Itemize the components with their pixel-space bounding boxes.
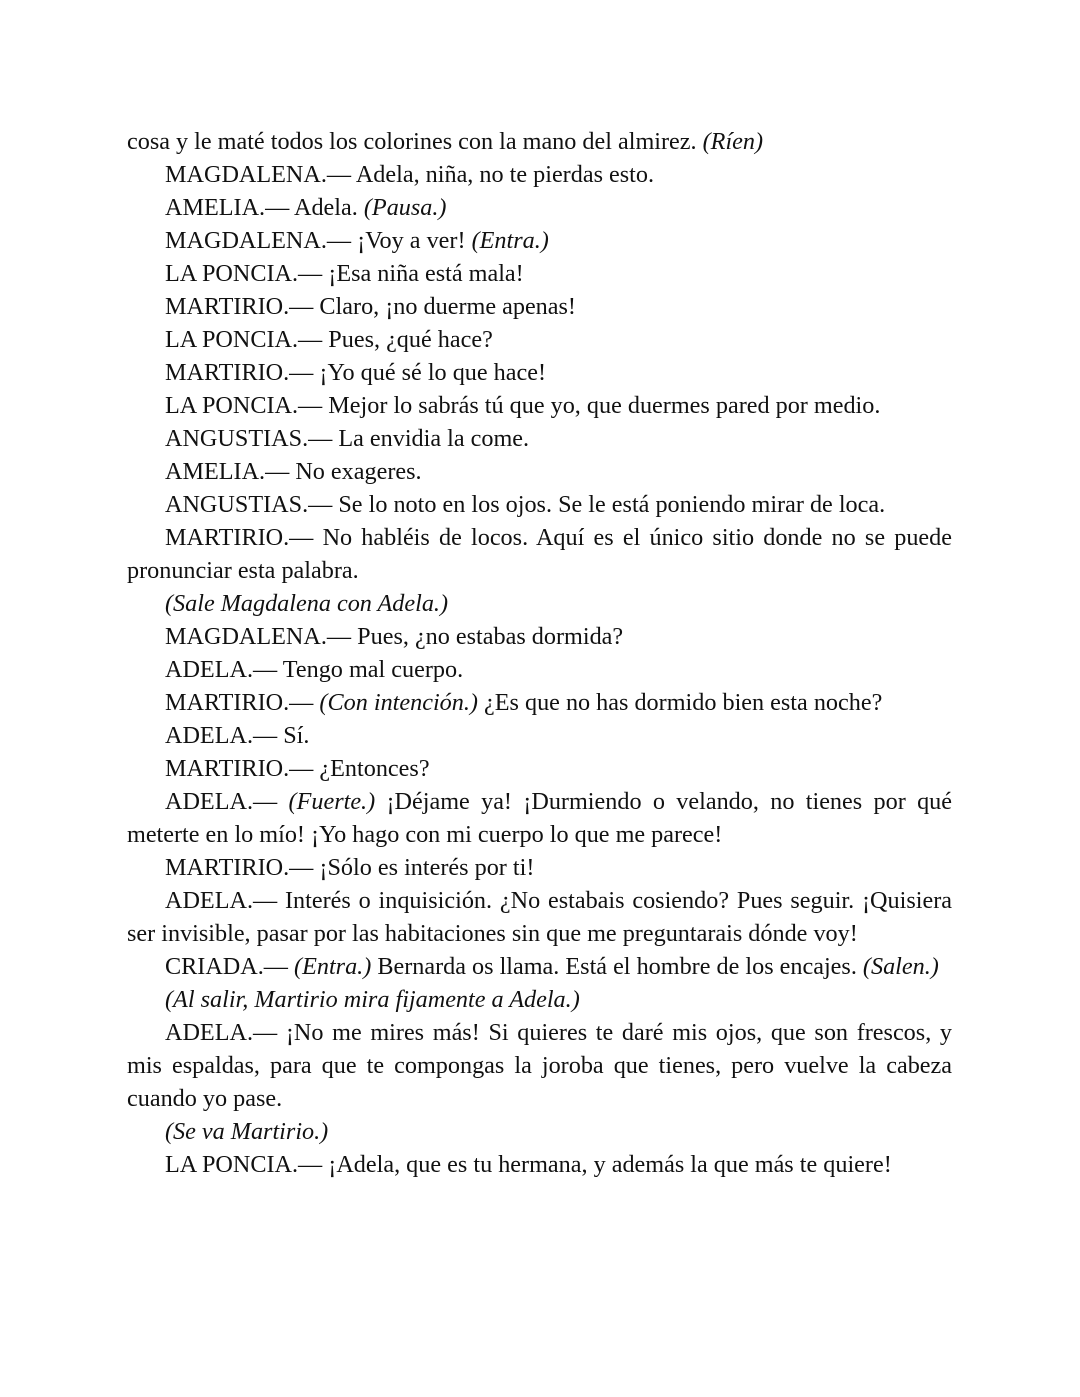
stage-direction: (Sale Magdalena con Adela.) <box>165 590 449 617</box>
stage-direction: (Ríen) <box>702 128 764 155</box>
dialogue-paragraph <box>127 290 952 323</box>
speaker-name: ADELA.— <box>165 887 285 914</box>
speaker-name: MAGDALENA.— <box>165 161 356 188</box>
dialogue-text: Adela. <box>294 194 364 221</box>
dialogue-paragraph <box>127 686 952 719</box>
speaker-name: MARTIRIO.— <box>165 854 320 881</box>
speaker-name: MARTIRIO.— <box>165 359 320 386</box>
dialogue-paragraph <box>127 851 952 884</box>
dialogue-paragraph <box>127 422 952 455</box>
dialogue-text: Interés o inquisición. ¿No estabais cosiendo? Pues seguir. ¡Quisiera ser invisible, pasar por las habitaciones sin que me preguntarais dónde voy! <box>127 887 952 947</box>
dialogue-paragraph <box>127 125 952 158</box>
speaker-name: LA PONCIA.— <box>165 326 329 353</box>
dialogue-paragraph <box>127 620 952 653</box>
dialogue-paragraph <box>127 752 952 785</box>
dialogue-text: ¡Yo qué sé lo que hace! <box>319 359 547 386</box>
dialogue-paragraph <box>127 785 952 851</box>
dialogue-paragraph <box>127 389 952 422</box>
dialogue-paragraph <box>127 653 952 686</box>
dialogue-paragraph <box>127 257 952 290</box>
dialogue-paragraph <box>127 521 952 587</box>
dialogue-paragraph <box>127 323 952 356</box>
stage-direction: (Entra.) <box>471 227 549 254</box>
dialogue-paragraph <box>127 191 952 224</box>
speaker-name: ADELA.— <box>165 1019 286 1046</box>
play-text-body <box>127 125 952 1181</box>
dialogue-paragraph <box>127 488 952 521</box>
dialogue-paragraph <box>127 1115 952 1148</box>
stage-direction: (Fuerte.) <box>288 788 376 815</box>
stage-direction: (Se va Martirio.) <box>165 1118 329 1145</box>
speaker-name: MAGDALENA.— <box>165 623 358 650</box>
stage-direction: (Pausa.) <box>363 194 447 221</box>
dialogue-paragraph <box>127 587 952 620</box>
dialogue-text: ¡No me mires más! Si quieres te daré mis ojos, que son frescos, y mis espaldas, para que te compongas la joroba que tienes, pero vuelve la cabeza cuando yo pase. <box>127 1019 952 1112</box>
dialogue-paragraph <box>127 455 952 488</box>
speaker-name: ADELA.— <box>165 656 283 683</box>
dialogue-paragraph <box>127 356 952 389</box>
speaker-name: ADELA.— <box>165 788 289 815</box>
dialogue-text: ¡Esa niña está mala! <box>328 260 524 287</box>
dialogue-text: ¡Adela, que es tu hermana, y además la que más te quiere! <box>328 1151 892 1178</box>
stage-direction: (Al salir, Martirio mira fijamente a Adela.) <box>165 986 580 1013</box>
speaker-name: ADELA.— <box>165 722 284 749</box>
dialogue-text: Tengo mal cuerpo. <box>282 656 464 683</box>
speaker-name: LA PONCIA.— <box>165 392 329 419</box>
dialogue-paragraph <box>127 1148 952 1181</box>
dialogue-paragraph <box>127 983 952 1016</box>
dialogue-paragraph <box>127 719 952 752</box>
speaker-name: MAGDALENA.— <box>165 227 358 254</box>
dialogue-text: Claro, ¡no duerme apenas! <box>319 293 576 320</box>
dialogue-text: ¡Voy a ver! <box>357 227 472 254</box>
stage-direction: (Con intención.) <box>319 689 478 716</box>
dialogue-text: Sí. <box>283 722 310 749</box>
dialogue-text: Mejor lo sabrás tú que yo, que duermes pared por medio. <box>328 392 881 419</box>
document-page <box>127 125 952 1181</box>
dialogue-text: Bernarda os llama. Está el hombre de los encajes. <box>371 953 863 980</box>
dialogue-text: Pues, ¿no estabas dormida? <box>357 623 624 650</box>
dialogue-text: Pues, ¿qué hace? <box>328 326 493 353</box>
dialogue-paragraph <box>127 224 952 257</box>
stage-direction: (Salen.) <box>862 953 939 980</box>
speaker-name: MARTIRIO.— <box>165 689 320 716</box>
speaker-name: MARTIRIO.— <box>165 293 320 320</box>
dialogue-paragraph <box>127 1016 952 1115</box>
dialogue-paragraph <box>127 950 952 983</box>
dialogue-text: cosa y le maté todos los colorines con la mano del almirez. <box>127 128 703 155</box>
dialogue-text: ¿Es que no has dormido bien esta noche? <box>477 689 883 716</box>
dialogue-text: La envidia la come. <box>338 425 530 452</box>
dialogue-text: ¡Sólo es interés por ti! <box>319 854 535 881</box>
dialogue-paragraph <box>127 884 952 950</box>
speaker-name: MARTIRIO.— <box>165 524 323 551</box>
dialogue-text: No exageres. <box>295 458 422 485</box>
dialogue-text: No habléis de locos. Aquí es el único sitio donde no se puede pronunciar esta palabra. <box>127 524 952 584</box>
speaker-name: ANGUSTIAS.— <box>165 425 339 452</box>
dialogue-text: ¡Déjame ya! ¡Durmiendo o velando, no tienes por qué meterte en lo mío! ¡Yo hago con mi cuerpo lo que me parece! <box>127 788 952 848</box>
stage-direction: (Entra.) <box>294 953 372 980</box>
speaker-name: AMELIA.— <box>165 458 296 485</box>
dialogue-text: Se lo noto en los ojos. Se le está poniendo mirar de loca. <box>338 491 886 518</box>
speaker-name: LA PONCIA.— <box>165 260 329 287</box>
speaker-name: AMELIA.— <box>165 194 294 221</box>
dialogue-text: ¿Entonces? <box>319 755 430 782</box>
speaker-name: MARTIRIO.— <box>165 755 320 782</box>
dialogue-paragraph <box>127 158 952 191</box>
dialogue-text: Adela, niña, no te pierdas esto. <box>355 161 655 188</box>
speaker-name: LA PONCIA.— <box>165 1151 329 1178</box>
speaker-name: CRIADA.— <box>165 953 295 980</box>
speaker-name: ANGUSTIAS.— <box>165 491 339 518</box>
